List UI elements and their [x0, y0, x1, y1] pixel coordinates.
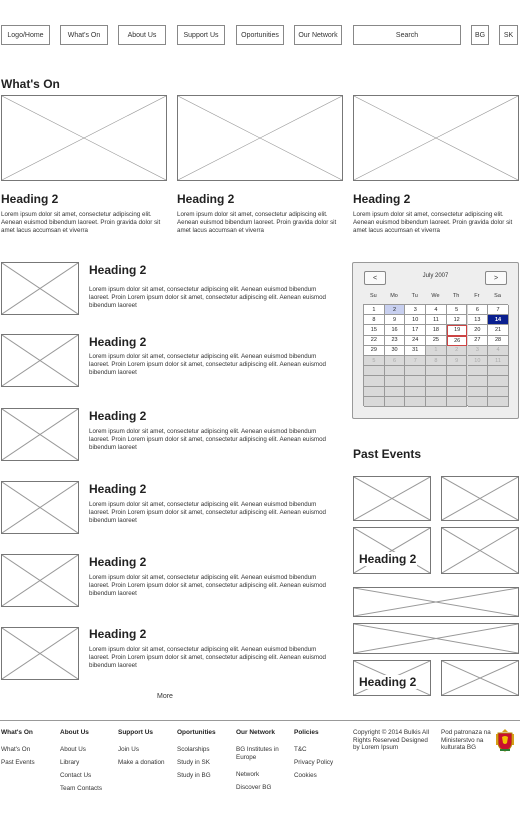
- list-item-image-6[interactable]: [1, 627, 79, 680]
- calendar-day-cell[interactable]: 9: [447, 356, 468, 366]
- calendar-empty-cell: [364, 376, 385, 386]
- footer-link[interactable]: Cookies: [294, 772, 317, 779]
- calendar-empty-cell: [364, 366, 385, 376]
- featured-heading-1[interactable]: Heading 2: [1, 192, 59, 206]
- next-arrow-icon: >: [493, 274, 499, 282]
- list-item-image-2[interactable]: [1, 334, 79, 387]
- calendar-empty-cell: [385, 366, 406, 376]
- calendar-day-cell[interactable]: 11: [488, 356, 509, 366]
- footer-link[interactable]: Privacy Policy: [294, 759, 334, 766]
- nav-whats-on-label: What's On: [67, 31, 101, 39]
- calendar-empty-cell: [447, 397, 468, 407]
- calendar-empty-cell: [364, 387, 385, 397]
- lang-bg-button[interactable]: [471, 25, 489, 45]
- calendar-empty-cell: [426, 376, 447, 386]
- calendar-empty-cell: [405, 366, 426, 376]
- calendar-empty-cell: [468, 397, 489, 407]
- search-input[interactable]: [353, 25, 461, 45]
- calendar-day-cell[interactable]: 5: [364, 356, 385, 366]
- calendar-weekday-header: Su: [369, 293, 377, 299]
- logo-home-button[interactable]: [1, 25, 50, 45]
- past-event-image-4[interactable]: [441, 527, 519, 574]
- calendar-empty-cell: [468, 366, 489, 376]
- calendar-day-cell[interactable]: 5: [447, 305, 468, 315]
- lang-bg-label: BG: [474, 31, 486, 39]
- list-item-heading-6[interactable]: Heading 2: [89, 627, 147, 641]
- calendar-day-cell[interactable]: 2: [385, 305, 406, 315]
- calendar-day-cell[interactable]: 19: [447, 325, 468, 335]
- footer-column-title[interactable]: What's On: [1, 729, 33, 736]
- nav-about-us-label: About Us: [127, 31, 157, 39]
- footer-link[interactable]: Join Us: [118, 746, 139, 753]
- calendar-day-cell[interactable]: 25: [426, 336, 447, 346]
- calendar-empty-cell: [405, 376, 426, 386]
- calendar-day-cell[interactable]: 24: [405, 336, 426, 346]
- calendar-day-cell[interactable]: 8: [364, 315, 385, 325]
- footer-link[interactable]: Study in BG: [177, 772, 211, 779]
- calendar-empty-cell: [488, 397, 509, 407]
- past-event-heading-b[interactable]: Heading 2: [359, 675, 417, 689]
- past-event-image-8[interactable]: [441, 660, 519, 696]
- calendar-empty-cell: [405, 387, 426, 397]
- calendar-empty-cell: [447, 376, 468, 386]
- calendar-day-cell[interactable]: 27: [468, 336, 489, 346]
- calendar-empty-cell: [385, 397, 406, 407]
- calendar-next-button[interactable]: [485, 271, 507, 285]
- calendar-month-title: July 2007: [422, 273, 449, 279]
- calendar-day-cell[interactable]: 18: [426, 325, 447, 335]
- calendar-empty-cell: [488, 366, 509, 376]
- footer-link[interactable]: BG Institutes in Europe: [236, 746, 279, 761]
- nav-about-us[interactable]: [118, 25, 166, 45]
- whats-on-title: What's On: [1, 77, 60, 91]
- calendar-day-cell[interactable]: 21: [488, 325, 509, 335]
- calendar-day-cell[interactable]: 8: [426, 356, 447, 366]
- calendar-empty-cell: [447, 366, 468, 376]
- list-item-heading-4[interactable]: Heading 2: [89, 482, 147, 496]
- calendar-day-cell[interactable]: 31: [405, 346, 426, 356]
- calendar-widget: [352, 262, 519, 419]
- calendar-day-cell[interactable]: 1: [364, 305, 385, 315]
- list-item-text-1: Lorem ipsum dolor sit amet, consectetur adipiscing elit. Aenean euismod bibendum laoreet. Proin Lorem ipsum dolor sit amet, consectetur adipiscing elit. Aenean euismod bibendum laoreet: [89, 286, 326, 309]
- calendar-day-cell[interactable]: 20: [468, 325, 489, 335]
- featured-image-1[interactable]: [1, 95, 167, 181]
- nav-support-us-label: Support Us: [183, 31, 219, 39]
- nav-opportunities[interactable]: [236, 25, 284, 45]
- list-item-image-1[interactable]: [1, 262, 79, 315]
- calendar-day-cell[interactable]: 3: [468, 346, 489, 356]
- calendar-empty-cell: [468, 387, 489, 397]
- list-item-image-3[interactable]: [1, 408, 79, 461]
- more-link[interactable]: More: [157, 693, 173, 700]
- calendar-day-cell[interactable]: 2: [447, 346, 468, 356]
- calendar-day-cell[interactable]: 11: [426, 315, 447, 325]
- calendar-day-cell[interactable]: 1: [426, 346, 447, 356]
- featured-image-3[interactable]: [353, 95, 519, 181]
- calendar-empty-cell: [468, 376, 489, 386]
- featured-heading-3[interactable]: Heading 2: [353, 192, 411, 206]
- calendar-empty-cell: [426, 397, 447, 407]
- list-item-heading-3[interactable]: Heading 2: [89, 409, 147, 423]
- calendar-day-cell[interactable]: 22: [364, 336, 385, 346]
- calendar-day-cell[interactable]: 7: [405, 356, 426, 366]
- calendar-day-cell[interactable]: 16: [385, 325, 406, 335]
- list-item-image-4[interactable]: [1, 481, 79, 534]
- calendar-day-cell[interactable]: 3: [405, 305, 426, 315]
- calendar-empty-cell: [405, 397, 426, 407]
- calendar-empty-cell: [364, 397, 385, 407]
- calendar-empty-cell: [426, 366, 447, 376]
- calendar-day-cell[interactable]: 4: [488, 346, 509, 356]
- calendar-weekday-header: Sa: [494, 293, 501, 299]
- calendar-day-cell[interactable]: 13: [468, 315, 489, 325]
- footer-link[interactable]: Make a donation: [118, 759, 165, 766]
- calendar-empty-cell: [447, 387, 468, 397]
- footer-column-title[interactable]: Our Network: [236, 729, 276, 736]
- lang-sk-label: SK: [503, 31, 514, 39]
- calendar-day-cell[interactable]: 9: [385, 315, 406, 325]
- list-item-heading-2[interactable]: Heading 2: [89, 335, 147, 349]
- footer-patronage: Pod patronaza na Ministerstvo na kulturata BG: [441, 729, 491, 751]
- calendar-day-cell[interactable]: 12: [447, 315, 468, 325]
- calendar-grid: [363, 304, 508, 406]
- list-item-image-5[interactable]: [1, 554, 79, 607]
- calendar-day-cell[interactable]: 30: [385, 346, 406, 356]
- footer-column-title[interactable]: About Us: [60, 729, 89, 736]
- list-item-heading-5[interactable]: Heading 2: [89, 555, 147, 569]
- nav-our-network[interactable]: [294, 25, 342, 45]
- calendar-weekday-header: Mo: [390, 293, 398, 299]
- past-event-image-5[interactable]: [353, 587, 519, 617]
- calendar-day-cell[interactable]: 17: [405, 325, 426, 335]
- calendar-day-cell[interactable]: 23: [385, 336, 406, 346]
- calendar-day-cell[interactable]: 14: [488, 315, 509, 325]
- calendar-weekday-header: Fr: [474, 293, 480, 299]
- list-item-text-2: Lorem ipsum dolor sit amet, consectetur adipiscing elit. Aenean euismod bibendum laoreet. Proin Lorem ipsum dolor sit amet, consectetur adipiscing elit. Aenean euismod bibendum laoreet: [89, 353, 326, 376]
- footer-link[interactable]: About Us: [60, 746, 86, 753]
- calendar-empty-cell: [426, 387, 447, 397]
- list-item-text-6: Lorem ipsum dolor sit amet, consectetur adipiscing elit. Aenean euismod bibendum laoreet. Proin Lorem ipsum dolor sit amet, consectetur adipiscing elit. Aenean euismod bibendum laoreet: [89, 646, 326, 669]
- calendar-empty-cell: [385, 376, 406, 386]
- list-item-text-5: Lorem ipsum dolor sit amet, consectetur adipiscing elit. Aenean euismod bibendum laoreet. Proin Lorem ipsum dolor sit amet, consectetur adipiscing elit. Aenean euismod bibendum laoreet: [89, 574, 326, 597]
- footer-link[interactable]: Past Events: [1, 759, 35, 766]
- calendar-day-cell[interactable]: 6: [385, 356, 406, 366]
- featured-text-2: Lorem ipsum dolor sit amet, consectetur adipiscing elit. Aenean euismod bibendum laoreet. Proin gravida dolor sit amet lacus accumsan et viverra: [177, 211, 337, 234]
- past-event-image-2[interactable]: [441, 476, 519, 521]
- footer-link[interactable]: Network: [236, 771, 260, 778]
- featured-text-1: Lorem ipsum dolor sit amet, consectetur adipiscing elit. Aenean euismod bibendum laoreet. Proin gravida dolor sit amet lacus accumsan et viverra: [1, 211, 161, 234]
- nav-opportunities-label: Oportunities: [241, 31, 279, 39]
- bulgaria-coat-of-arms-icon: [494, 728, 516, 752]
- past-event-image-3[interactable]: [353, 527, 431, 574]
- footer-link[interactable]: T&C: [294, 746, 307, 753]
- footer-copyright: Copyright © 2014 Bulkis All Rights Reserved Designed by Lorem Ipsum: [353, 729, 430, 751]
- nav-our-network-label: Our Network: [298, 31, 338, 39]
- calendar-day-cell[interactable]: 10: [405, 315, 426, 325]
- search-placeholder: Search: [395, 31, 419, 39]
- footer-link[interactable]: Contact Us: [60, 772, 92, 779]
- featured-heading-2[interactable]: Heading 2: [177, 192, 235, 206]
- featured-text-3: Lorem ipsum dolor sit amet, consectetur adipiscing elit. Aenean euismod bibendum laoreet. Proin gravida dolor sit amet lacus accumsan et viverra: [353, 211, 513, 234]
- footer-link[interactable]: Team Contacts: [60, 785, 102, 792]
- footer-column-title[interactable]: Policies: [294, 729, 319, 736]
- nav-whats-on[interactable]: [60, 25, 108, 45]
- calendar-day-cell[interactable]: 10: [468, 356, 489, 366]
- footer-column-title[interactable]: Support Us: [118, 729, 154, 736]
- footer-divider: [0, 720, 520, 721]
- past-event-image-6[interactable]: [353, 623, 519, 654]
- featured-image-2[interactable]: [177, 95, 343, 181]
- calendar-empty-cell: [488, 387, 509, 397]
- list-item-heading-1[interactable]: Heading 2: [89, 263, 147, 277]
- footer-link[interactable]: What's On: [1, 746, 31, 753]
- nav-support-us[interactable]: [177, 25, 225, 45]
- calendar-day-cell[interactable]: 7: [488, 305, 509, 315]
- calendar-day-cell[interactable]: 6: [468, 305, 489, 315]
- footer-link[interactable]: Study in SK: [177, 759, 210, 766]
- calendar-empty-cell: [488, 376, 509, 386]
- calendar-day-cell[interactable]: 28: [488, 336, 509, 346]
- list-item-text-3: Lorem ipsum dolor sit amet, consectetur adipiscing elit. Aenean euismod bibendum laoreet. Proin Lorem ipsum dolor sit amet, consectetur adipiscing elit. Aenean euismod bibendum laoreet: [89, 428, 326, 451]
- footer-link[interactable]: Discover BG: [236, 784, 272, 791]
- calendar-day-cell[interactable]: 15: [364, 325, 385, 335]
- footer-column-title[interactable]: Oportunities: [177, 729, 216, 736]
- calendar-day-cell[interactable]: 29: [364, 346, 385, 356]
- past-event-heading-a[interactable]: Heading 2: [359, 552, 417, 566]
- calendar-day-cell[interactable]: 26: [447, 336, 468, 346]
- lang-sk-button[interactable]: [499, 25, 518, 45]
- logo-home-label: Logo/Home: [7, 31, 44, 39]
- calendar-weekday-header: Th: [452, 293, 460, 299]
- footer-link[interactable]: Library: [60, 759, 80, 766]
- calendar-day-cell[interactable]: 4: [426, 305, 447, 315]
- footer-link[interactable]: Scolarships: [177, 746, 210, 753]
- calendar-weekday-header: Tu: [411, 293, 418, 299]
- calendar-empty-cell: [385, 387, 406, 397]
- calendar-weekday-header: We: [431, 293, 440, 299]
- past-event-image-1[interactable]: [353, 476, 431, 521]
- past-events-title: Past Events: [353, 447, 422, 461]
- list-item-text-4: Lorem ipsum dolor sit amet, consectetur adipiscing elit. Aenean euismod bibendum laoreet. Proin Lorem ipsum dolor sit amet, consectetur adipiscing elit. Aenean euismod bibendum laoreet: [89, 501, 326, 524]
- prev-arrow-icon: <: [372, 274, 378, 282]
